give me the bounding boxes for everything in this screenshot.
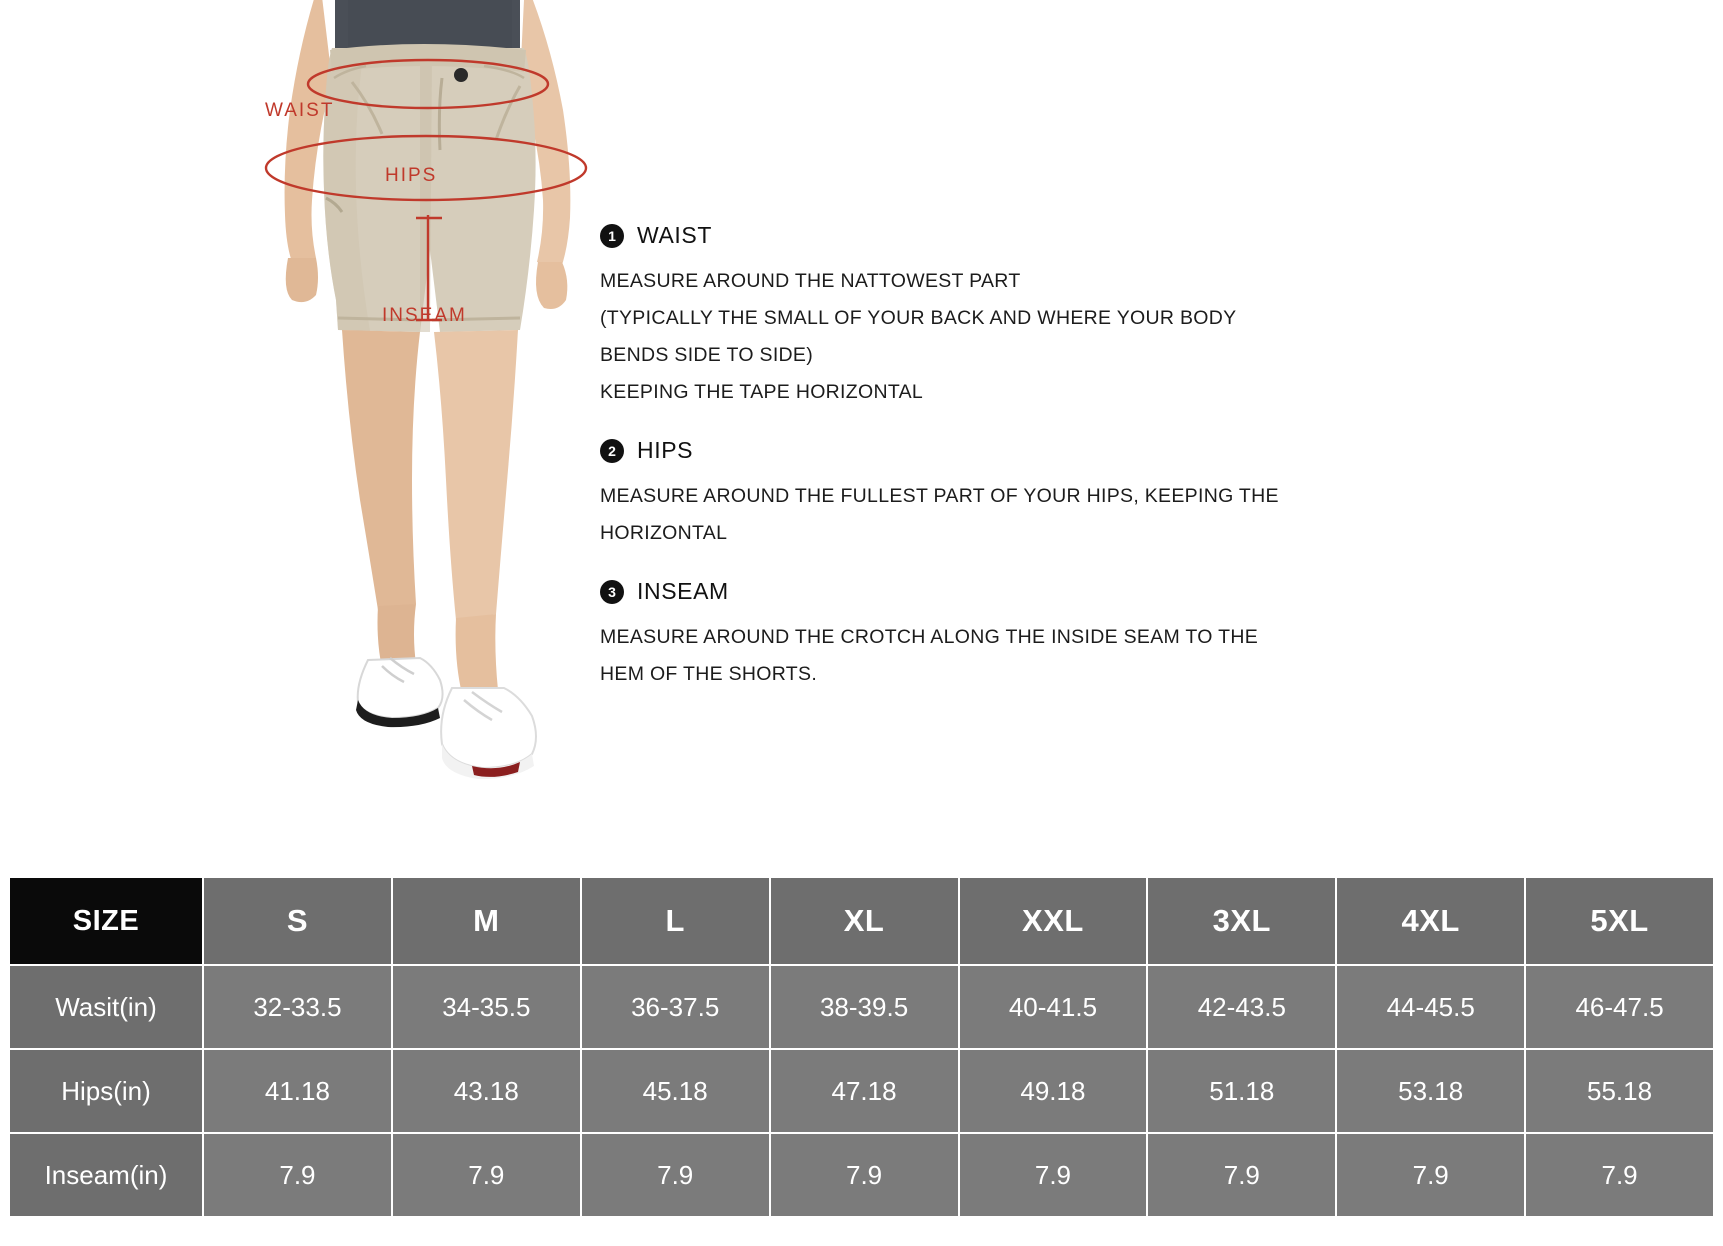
waist-l: 36-37.5: [581, 965, 770, 1049]
table-col-s: S: [203, 877, 392, 965]
table-col-xxl: XXL: [959, 877, 1148, 965]
model-illustration: [120, 0, 640, 876]
table-row-inseam: [9, 1133, 1714, 1217]
inseam-s: 7.9: [203, 1133, 392, 1217]
hips-s: 41.18: [203, 1049, 392, 1133]
instruction-inseam-number: 3: [600, 580, 624, 604]
inseam-xxl: 7.9: [959, 1133, 1148, 1217]
waist-3xl: 42-43.5: [1147, 965, 1336, 1049]
hips-l: 45.18: [581, 1049, 770, 1133]
instruction-waist: [600, 222, 1600, 411]
instruction-waist-line-4: KEEPING THE TAPE HORIZONTAL: [600, 381, 924, 403]
hips-xxl: 49.18: [959, 1049, 1148, 1133]
table-corner-label: SIZE: [9, 877, 203, 965]
hips-m: 43.18: [392, 1049, 581, 1133]
hips-5xl: 55.18: [1525, 1049, 1714, 1133]
inseam-l: 7.9: [581, 1133, 770, 1217]
size-chart-table: [8, 876, 1715, 1218]
table-col-xl: XL: [770, 877, 959, 965]
table-col-4xl: 4XL: [1336, 877, 1525, 965]
row-label-inseam: Inseam(in): [9, 1133, 203, 1217]
waist-5xl: 46-47.5: [1525, 965, 1714, 1049]
hips-xl: 47.18: [770, 1049, 959, 1133]
row-label-waist: Wasit(in): [9, 965, 203, 1049]
instruction-hips-line-2: HORIZONTAL: [600, 522, 728, 544]
waist-m: 34-35.5: [392, 965, 581, 1049]
waist-s: 32-33.5: [203, 965, 392, 1049]
figure-label-hips: HIPS: [385, 165, 438, 186]
figure-label-waist: WAIST: [265, 100, 335, 121]
instruction-hips: [600, 437, 1600, 552]
table-header-row: [9, 877, 1714, 965]
instructions-list: [600, 222, 1600, 719]
inseam-4xl: 7.9: [1336, 1133, 1525, 1217]
hips-3xl: 51.18: [1147, 1049, 1336, 1133]
inseam-m: 7.9: [392, 1133, 581, 1217]
instruction-hips-line-1: MEASURE AROUND THE FULLEST PART OF YOUR HIPS, KEEPING THE: [600, 485, 1279, 507]
instruction-waist-title: WAIST: [637, 222, 712, 248]
table-col-m: M: [392, 877, 581, 965]
hips-4xl: 53.18: [1336, 1049, 1525, 1133]
model-figure-svg: [120, 0, 640, 876]
instruction-inseam-line-1: MEASURE AROUND THE CROTCH ALONG THE INSIDE SEAM TO THE: [600, 626, 1259, 648]
figure-label-inseam: INSEAM: [382, 305, 467, 326]
table-col-5xl: 5XL: [1525, 877, 1714, 965]
instruction-inseam-line-2: HEM OF THE SHORTS.: [600, 663, 818, 685]
inseam-5xl: 7.9: [1525, 1133, 1714, 1217]
table-row-waist: [9, 965, 1714, 1049]
inseam-3xl: 7.9: [1147, 1133, 1336, 1217]
table-col-l: L: [581, 877, 770, 965]
instruction-waist-line-3: BENDS SIDE TO SIDE): [600, 344, 814, 366]
table-row-hips: [9, 1049, 1714, 1133]
instruction-hips-number: 2: [600, 439, 624, 463]
instruction-inseam-header: [600, 578, 1600, 605]
instruction-hips-header: [600, 437, 1600, 464]
waist-4xl: 44-45.5: [1336, 965, 1525, 1049]
row-label-hips: Hips(in): [9, 1049, 203, 1133]
waist-xxl: 40-41.5: [959, 965, 1148, 1049]
instruction-waist-line-1: MEASURE AROUND THE NATTOWEST PART: [600, 270, 1021, 292]
instruction-waist-line-2: (TYPICALLY THE SMALL OF YOUR BACK AND WHERE YOUR BODY: [600, 307, 1237, 329]
table-col-3xl: 3XL: [1147, 877, 1336, 965]
inseam-xl: 7.9: [770, 1133, 959, 1217]
instruction-inseam-title: INSEAM: [637, 578, 729, 604]
instruction-waist-header: [600, 222, 1600, 249]
instruction-inseam: [600, 578, 1600, 693]
instruction-hips-title: HIPS: [637, 437, 694, 463]
instruction-waist-number: 1: [600, 224, 624, 248]
waist-xl: 38-39.5: [770, 965, 959, 1049]
